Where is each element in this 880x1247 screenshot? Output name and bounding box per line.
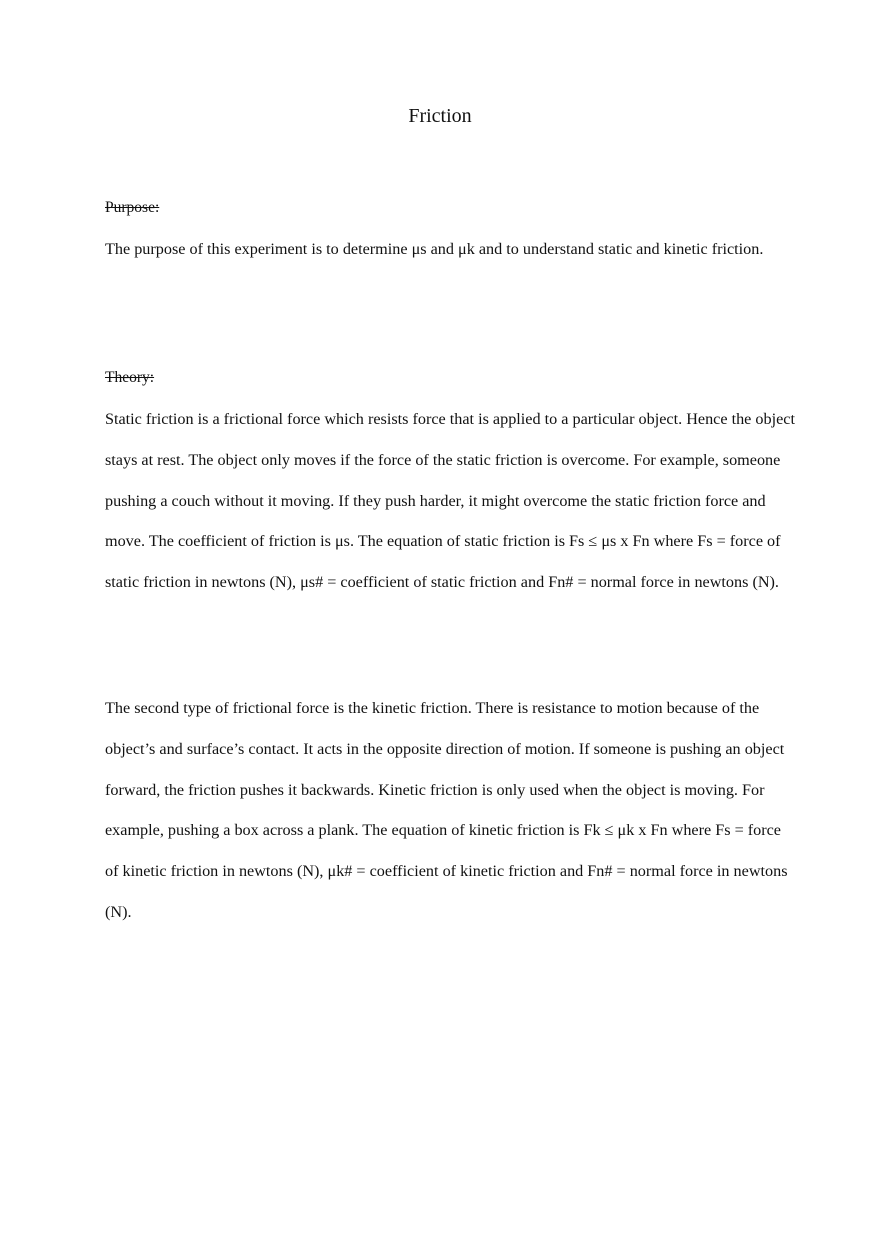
purpose-heading: Purpose:: [105, 199, 160, 216]
theory-heading: Theory:: [105, 369, 155, 386]
static-friction-paragraph: Static friction is a frictional force which resists force that is applied to a particular object. Hence the object stays at rest. The object only moves if the force of the static friction is overcome. For example, someone pushing a couch without it moving. If they push harder, it might overcome the static friction force and move. The coefficient of friction is μs. The equation of static friction is Fs ≤ μs x Fn where Fs = force of static friction in newtons (N), μs# = coefficient of static friction and Fn# = normal force in newtons (N).: [105, 410, 795, 592]
document-title: Friction: [408, 105, 472, 127]
purpose-paragraph: The purpose of this experiment is to determine μs and μk and to understand static and kinetic friction.: [105, 240, 764, 258]
kinetic-friction-paragraph: The second type of frictional force is the kinetic friction. There is resistance to motion because of the object’s and surface’s contact. It acts in the opposite direction of motion. If someone is pushing an object forward, the friction pushes it backwards. Kinetic friction is only used when the object is moving. For example, pushing a box across a plank. The equation of kinetic friction is Fk ≤ μk x Fn where Fs = force of kinetic friction in newtons (N), μk# = coefficient of kinetic friction and Fn# = normal force in newtons (N).: [105, 699, 788, 921]
